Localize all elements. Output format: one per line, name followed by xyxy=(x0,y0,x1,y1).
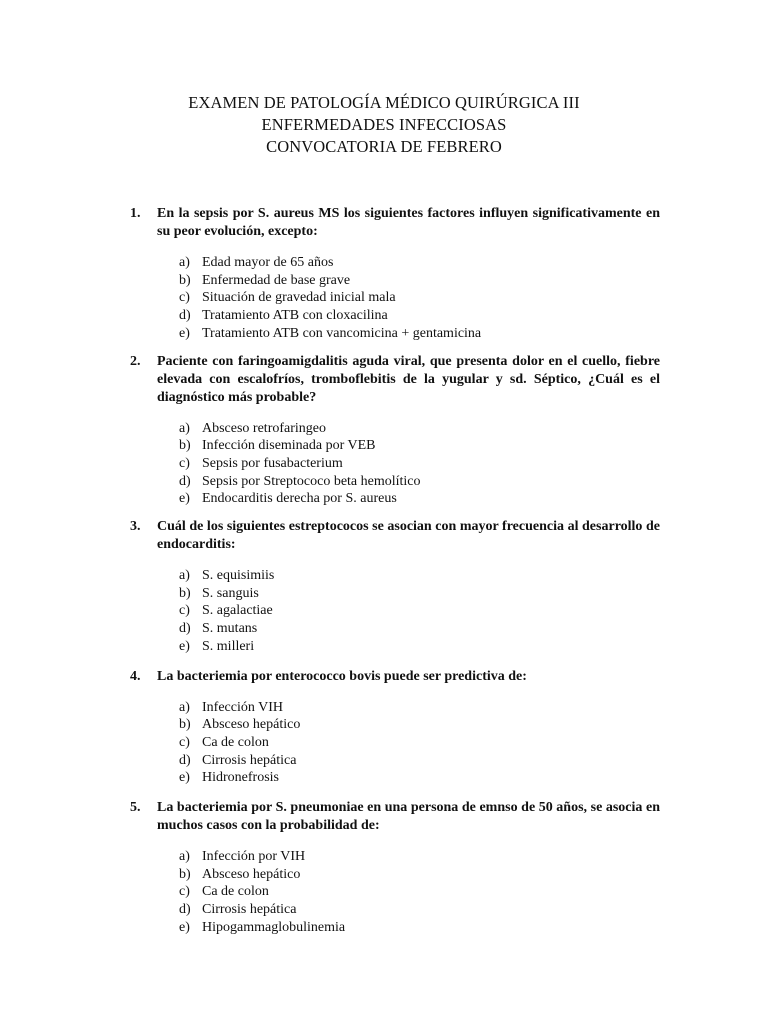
question-2 xyxy=(128,353,660,509)
option-text: Tratamiento ATB con vancomicina + gentamicina xyxy=(202,325,482,341)
option-d xyxy=(179,620,660,638)
option-text: Infección por VIH xyxy=(202,849,306,865)
option-c xyxy=(179,734,660,752)
option-text: Hidronefrosis xyxy=(202,770,279,786)
option-text: S. equisimiis xyxy=(202,568,275,584)
option-text: Absceso retrofaringeo xyxy=(202,420,327,436)
option-d xyxy=(179,473,660,491)
option-letter: b) xyxy=(179,866,191,882)
option-text: Sepsis por Streptococo beta hemolítico xyxy=(202,473,421,489)
question-3 xyxy=(128,518,660,656)
question-1 xyxy=(128,205,660,343)
option-letter: b) xyxy=(179,438,191,454)
question-number: 3. xyxy=(130,519,141,535)
answer-options xyxy=(179,420,660,509)
answer-options xyxy=(179,848,660,937)
question-number: 4. xyxy=(130,668,141,684)
option-text: Absceso hepático xyxy=(202,866,301,882)
option-letter: a) xyxy=(179,699,190,715)
option-letter: b) xyxy=(179,272,191,288)
option-c xyxy=(179,455,660,473)
option-d xyxy=(179,901,660,919)
option-letter: b) xyxy=(179,717,191,733)
option-b xyxy=(179,716,660,734)
option-text: Situación de gravedad inicial mala xyxy=(202,290,396,306)
option-e xyxy=(179,919,660,937)
option-text: Infección diseminada por VEB xyxy=(202,438,376,454)
exam-title: EXAMEN DE PATOLOGÍA MÉDICO QUIRÚRGICA III xyxy=(188,93,580,112)
option-letter: d) xyxy=(179,752,191,768)
option-a xyxy=(179,420,660,438)
question-text: Cuál de los siguientes estreptococos se asocian con mayor frecuencia al desarrollo de endocarditis: xyxy=(157,519,660,553)
option-text: S. agalactiae xyxy=(202,603,273,619)
option-letter: a) xyxy=(179,849,190,865)
question-text: La bacteriemia por enterococco bovis puede ser predictiva de: xyxy=(157,668,527,684)
option-e xyxy=(179,490,660,508)
option-letter: e) xyxy=(179,770,190,786)
question-text: La bacteriemia por S. pneumoniae en una persona de emnso de 50 años, se asocia en muchos casos con la probabilidad de: xyxy=(157,800,660,834)
question-number: 2. xyxy=(130,353,141,369)
exam-header xyxy=(0,92,768,158)
option-c xyxy=(179,602,660,620)
option-text: Tratamiento ATB con cloxacilina xyxy=(202,308,388,324)
option-e xyxy=(179,325,660,343)
option-c xyxy=(179,289,660,307)
option-letter: a) xyxy=(179,420,190,436)
option-text: Endocarditis derecha por S. aureus xyxy=(202,491,397,507)
option-a xyxy=(179,699,660,717)
option-text: Edad mayor de 65 años xyxy=(202,255,334,270)
option-d xyxy=(179,752,660,770)
question-number: 1. xyxy=(130,206,141,221)
option-text: Cirrosis hepática xyxy=(202,902,297,918)
option-e xyxy=(179,638,660,656)
question-5 xyxy=(128,799,660,937)
option-text: Sepsis por fusabacterium xyxy=(202,455,343,471)
option-text: Enfermedad de base grave xyxy=(202,272,351,288)
option-letter: e) xyxy=(179,638,190,654)
option-letter: e) xyxy=(179,491,190,507)
option-letter: e) xyxy=(179,325,190,341)
option-text: Infección VIH xyxy=(202,699,283,715)
question-list xyxy=(128,205,660,937)
question-text: En la sepsis por S. aureus MS los siguientes factores influyen significativamente en su peor evolución, excepto: xyxy=(157,206,660,239)
answer-options xyxy=(179,699,660,788)
option-b xyxy=(179,585,660,603)
answer-options xyxy=(179,254,660,343)
question-4 xyxy=(128,668,660,788)
exam-session: CONVOCATORIA DE FEBRERO xyxy=(266,137,502,156)
option-text: Cirrosis hepática xyxy=(202,752,297,768)
option-text: Ca de colon xyxy=(202,884,269,900)
option-text: S. milleri xyxy=(202,638,255,654)
option-letter: d) xyxy=(179,473,191,489)
option-text: S. sanguis xyxy=(202,585,259,601)
option-text: Absceso hepático xyxy=(202,717,301,733)
option-a xyxy=(179,567,660,585)
question-text: Paciente con faringoamigdalitis aguda viral, que presenta dolor en el cuello, fiebre elevada con escalofríos, tromboflebitis de la yugular y sd. Séptico, ¿Cuál es el diagnóstico más probable? xyxy=(157,353,660,405)
question-number: 5. xyxy=(130,800,141,816)
option-text: Ca de colon xyxy=(202,734,269,750)
option-b xyxy=(179,272,660,290)
option-letter: d) xyxy=(179,621,191,637)
option-d xyxy=(179,307,660,325)
option-letter: c) xyxy=(179,455,190,471)
option-letter: c) xyxy=(179,290,190,306)
option-letter: d) xyxy=(179,308,191,324)
answer-options xyxy=(179,567,660,656)
option-b xyxy=(179,437,660,455)
option-letter: c) xyxy=(179,603,190,619)
option-a xyxy=(179,254,660,272)
option-letter: a) xyxy=(179,568,190,584)
option-text: S. mutans xyxy=(202,621,258,637)
option-a xyxy=(179,848,660,866)
option-c xyxy=(179,883,660,901)
option-letter: d) xyxy=(179,902,191,918)
option-e xyxy=(179,769,660,787)
option-letter: e) xyxy=(179,919,190,935)
exam-subject: ENFERMEDADES INFECCIOSAS xyxy=(261,115,507,134)
option-text: Hipogammaglobulinemia xyxy=(202,919,346,935)
option-letter: b) xyxy=(179,585,191,601)
option-b xyxy=(179,866,660,884)
option-letter: c) xyxy=(179,884,190,900)
option-letter: a) xyxy=(179,255,190,270)
option-letter: c) xyxy=(179,734,190,750)
